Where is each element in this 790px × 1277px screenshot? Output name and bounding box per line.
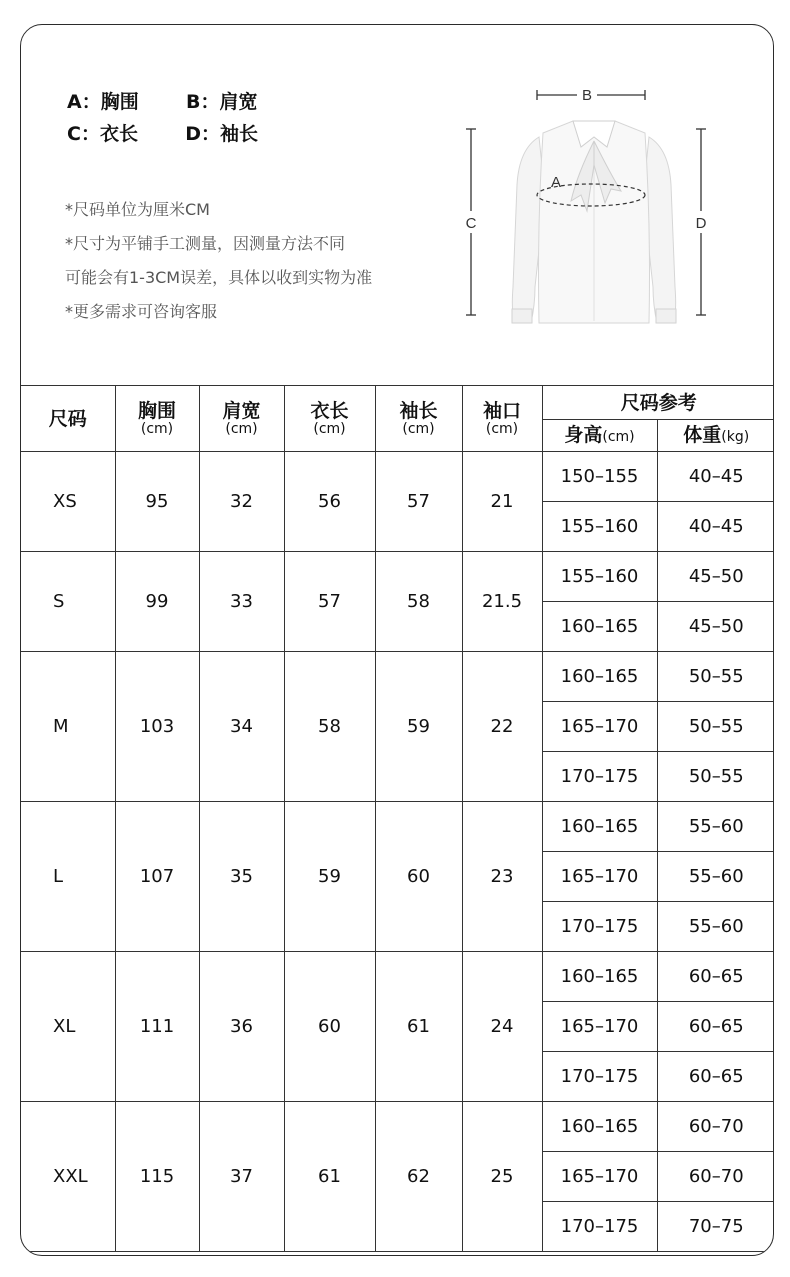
note-error: 可能会有1-3CM误差，具体以收到实物为准	[65, 268, 373, 287]
height-range-cell: 165–170	[542, 1152, 657, 1202]
height-range-cell: 165–170	[542, 702, 657, 752]
white-blouse-icon	[512, 121, 676, 323]
weight-range-cell: 70–75	[657, 1202, 774, 1252]
height-range-cell: 165–170	[542, 852, 657, 902]
height-range-cell: 160–165	[542, 652, 657, 702]
header-weight: 体重(kg)	[657, 420, 774, 452]
note-service: *更多需求可咨询客服	[65, 302, 218, 321]
size-cell: M	[21, 652, 115, 802]
height-range-cell: 160–165	[542, 1102, 657, 1152]
cuff-cell: 24	[462, 952, 542, 1102]
note-unit: *尺码单位为厘米CM	[65, 200, 210, 219]
table-row	[21, 452, 774, 502]
legend-b: B：肩宽	[185, 91, 258, 113]
height-range-cell: 150–155	[542, 452, 657, 502]
cuff-cell: 21.5	[462, 552, 542, 652]
size-cell: XXL	[21, 1102, 115, 1252]
height-range-cell: 170–175	[542, 752, 657, 802]
header-chest: 胸围 (cm)	[115, 386, 199, 452]
weight-range-cell: 45–50	[657, 552, 774, 602]
size-cell: XS	[21, 452, 115, 552]
length-cell: 59	[284, 802, 375, 952]
cuff-cell: 23	[462, 802, 542, 952]
table-row	[21, 802, 774, 852]
length-cell: 58	[284, 652, 375, 802]
table-row	[21, 652, 774, 702]
shoulder-cell: 32	[199, 452, 284, 552]
chest-cell: 99	[115, 552, 199, 652]
height-range-cell: 170–175	[542, 902, 657, 952]
legend-a: A：胸围	[67, 91, 139, 113]
height-range-cell: 160–165	[542, 602, 657, 652]
weight-range-cell: 55–60	[657, 902, 774, 952]
shoulder-cell: 36	[199, 952, 284, 1102]
shoulder-cell: 37	[199, 1102, 284, 1252]
weight-range-cell: 50–55	[657, 752, 774, 802]
length-cell: 57	[284, 552, 375, 652]
height-range-cell: 155–160	[542, 502, 657, 552]
height-range-cell: 170–175	[542, 1202, 657, 1252]
sleeve-cell: 62	[375, 1102, 462, 1252]
weight-range-cell: 60–65	[657, 1052, 774, 1102]
weight-range-cell: 60–70	[657, 1102, 774, 1152]
legend-d: D：袖长	[185, 123, 258, 145]
shoulder-cell: 33	[199, 552, 284, 652]
header-sleeve: 袖长 (cm)	[375, 386, 462, 452]
header-length: 衣长 (cm)	[284, 386, 375, 452]
label-a: A	[551, 174, 562, 191]
legend-c: C：衣长	[67, 123, 138, 145]
weight-range-cell: 50–55	[657, 652, 774, 702]
chest-cell: 103	[115, 652, 199, 802]
weight-range-cell: 45–50	[657, 602, 774, 652]
weight-range-cell: 40–45	[657, 452, 774, 502]
length-cell: 60	[284, 952, 375, 1102]
height-range-cell: 155–160	[542, 552, 657, 602]
chest-cell: 107	[115, 802, 199, 952]
table-row	[21, 1102, 774, 1152]
size-table	[21, 385, 774, 1252]
table-row	[21, 952, 774, 1002]
sleeve-cell: 58	[375, 552, 462, 652]
weight-range-cell: 50–55	[657, 702, 774, 752]
shoulder-cell: 35	[199, 802, 284, 952]
chest-cell: 115	[115, 1102, 199, 1252]
weight-range-cell: 40–45	[657, 502, 774, 552]
sleeve-cell: 57	[375, 452, 462, 552]
size-cell: XL	[21, 952, 115, 1102]
sleeve-cell: 59	[375, 652, 462, 802]
height-range-cell: 160–165	[542, 802, 657, 852]
header-size: 尺码	[21, 386, 115, 452]
height-range-cell: 170–175	[542, 1052, 657, 1102]
header-shoulder: 肩宽 (cm)	[199, 386, 284, 452]
sleeve-cell: 60	[375, 802, 462, 952]
height-range-cell: 160–165	[542, 952, 657, 1002]
label-c: C	[465, 215, 477, 232]
height-range-cell: 165–170	[542, 1002, 657, 1052]
length-cell: 61	[284, 1102, 375, 1252]
shoulder-cell: 34	[199, 652, 284, 802]
length-cell: 56	[284, 452, 375, 552]
measurement-diagram	[21, 25, 774, 365]
weight-range-cell: 60–65	[657, 1002, 774, 1052]
size-cell: S	[21, 552, 115, 652]
chest-cell: 111	[115, 952, 199, 1102]
weight-range-cell: 60–70	[657, 1152, 774, 1202]
label-b: B	[581, 87, 593, 104]
cuff-cell: 22	[462, 652, 542, 802]
cuff-cell: 25	[462, 1102, 542, 1252]
sleeve-cell: 61	[375, 952, 462, 1102]
weight-range-cell: 55–60	[657, 852, 774, 902]
weight-range-cell: 55–60	[657, 802, 774, 852]
size-table-body	[21, 452, 774, 1252]
note-measure: *尺寸为平铺手工测量，因测量方法不同	[65, 234, 346, 253]
cuff-cell: 21	[462, 452, 542, 552]
header-height: 身高(cm)	[542, 420, 657, 452]
size-cell: L	[21, 802, 115, 952]
header-cuff: 袖口 (cm)	[462, 386, 542, 452]
table-row	[21, 552, 774, 602]
chest-cell: 95	[115, 452, 199, 552]
size-chart-card	[20, 24, 774, 1256]
label-d: D	[695, 215, 707, 232]
weight-range-cell: 60–65	[657, 952, 774, 1002]
header-size-reference: 尺码参考	[542, 386, 774, 420]
